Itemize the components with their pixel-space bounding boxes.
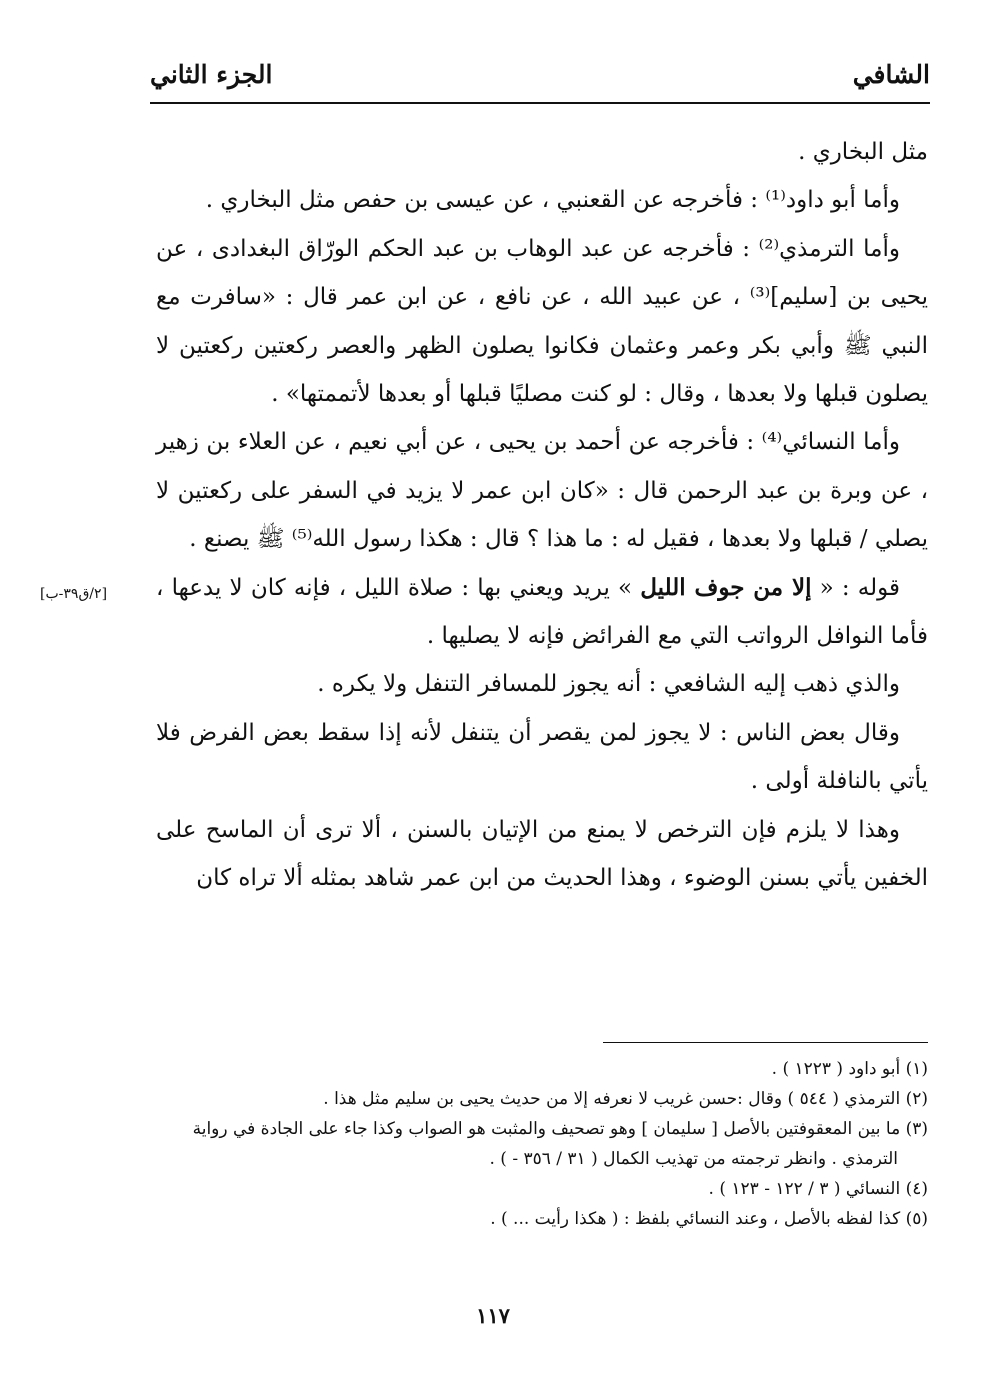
paragraph: وأما أبو داود⁽¹⁾ : فأخرجه عن القعنبي ، عن عيسى بن حفص مثل البخاري . — [205, 187, 900, 214]
paragraph: وقال بعض الناس : لا يجوز لمن يقصر أن يتنفل لأنه إذا سقط بعض الفرض فلا يأتي بالنافلة أولى . — [156, 719, 928, 795]
paragraph-with-bold-quote — [156, 564, 928, 661]
page-number: ١١٧ — [476, 1303, 510, 1328]
paragraph: وأما الترمذي⁽²⁾ : فأخرجه عن عبد الوهاب بن عبد الحكم الورّاق البغدادى ، عن يحيى بن [سليم]⁽³⁾ ، عن عبيد الله ، عن نافع ، عن ابن عمر قال : «سافرت مع النبي ﷺ وأبي بكر وعمر وعثمان فكانوا يصلون الظهر والعصر ركعتين ركعتين لا يصلون قبلها ولا بعدها ، وقال : لو كنت مصليًا قبلها أو بعدها لأتممتها» . — [156, 235, 929, 408]
main-text — [156, 128, 928, 903]
paragraph: وأما النسائي⁽⁴⁾ : فأخرجه عن أحمد بن يحيى ، عن أبي نعيم ، عن العلاء بن زهير ، عن وبرة بن عبد الرحمن قال : «كان ابن عمر لا يزيد في السفر على ركعتين لا يصلي / قبلها ولا بعدها ، فقيل له : ما هذا ؟ قال : هكذا رسول الله⁽⁵⁾ ﷺ يصنع . — [156, 429, 928, 553]
manuscript-folio-note: [٢/ق٣٩-ب] — [40, 586, 108, 602]
footnote: (٢) الترمذي ( ٥٤٤ ) وقال :حسن غريب لا نعرفه إلا من حديث يحيى بن سليم مثل هذا . — [323, 1089, 928, 1109]
footnote-divider — [603, 1042, 928, 1043]
footnote: (٤) النسائي ( ٣ / ١٢٢ - ١٢٣ ) . — [708, 1179, 928, 1199]
running-header — [150, 52, 930, 104]
footnote: (٥) كذا لفظه بالأصل ، وعند النسائي بلفظ : ( هكذا رأيت ... ) . — [490, 1209, 928, 1229]
footnote: (١) أبو داود ( ١٢٢٣ ) . — [771, 1059, 928, 1079]
bold-quote: إلا من جوف الليل — [640, 573, 812, 601]
paragraph: مثل البخاري . — [798, 139, 928, 165]
footnote: (٣) ما بين المعقوفتين بالأصل [ سليمان ] وهو تصحيف والمثبت هو الصواب وكذا جاء على الجادة في رواية الترمذي . وانظر ترجمته من تهذيب الكمال ( ٣١ / ٣٥٦ - ) . — [192, 1119, 928, 1169]
paragraph: وهذا لا يلزم فإن الترخص لا يمنع من الإتيان بالسنن ، ألا ترى أن الماسح على الخفين يأتي بسنن الوضوء ، وهذا الحديث من ابن عمر شاهد بمثله ألا تراه كان — [156, 816, 928, 892]
book-title: الشافي — [852, 60, 930, 89]
paragraph: والذي ذهب إليه الشافعي : أنه يجوز للمسافر التنفل ولا يكره . — [317, 671, 900, 698]
footnotes — [156, 1054, 928, 1234]
paragraph-rest: » يريد ويعني بها : صلاة الليل ، فإنه كان لا يدعها ، فأما النوافل الرواتب التي مع الفرائض فإنه لا يصليها . — [156, 574, 928, 650]
paragraph-prefix: قوله : « — [811, 574, 901, 601]
volume-title: الجزء الثاني — [150, 60, 273, 89]
